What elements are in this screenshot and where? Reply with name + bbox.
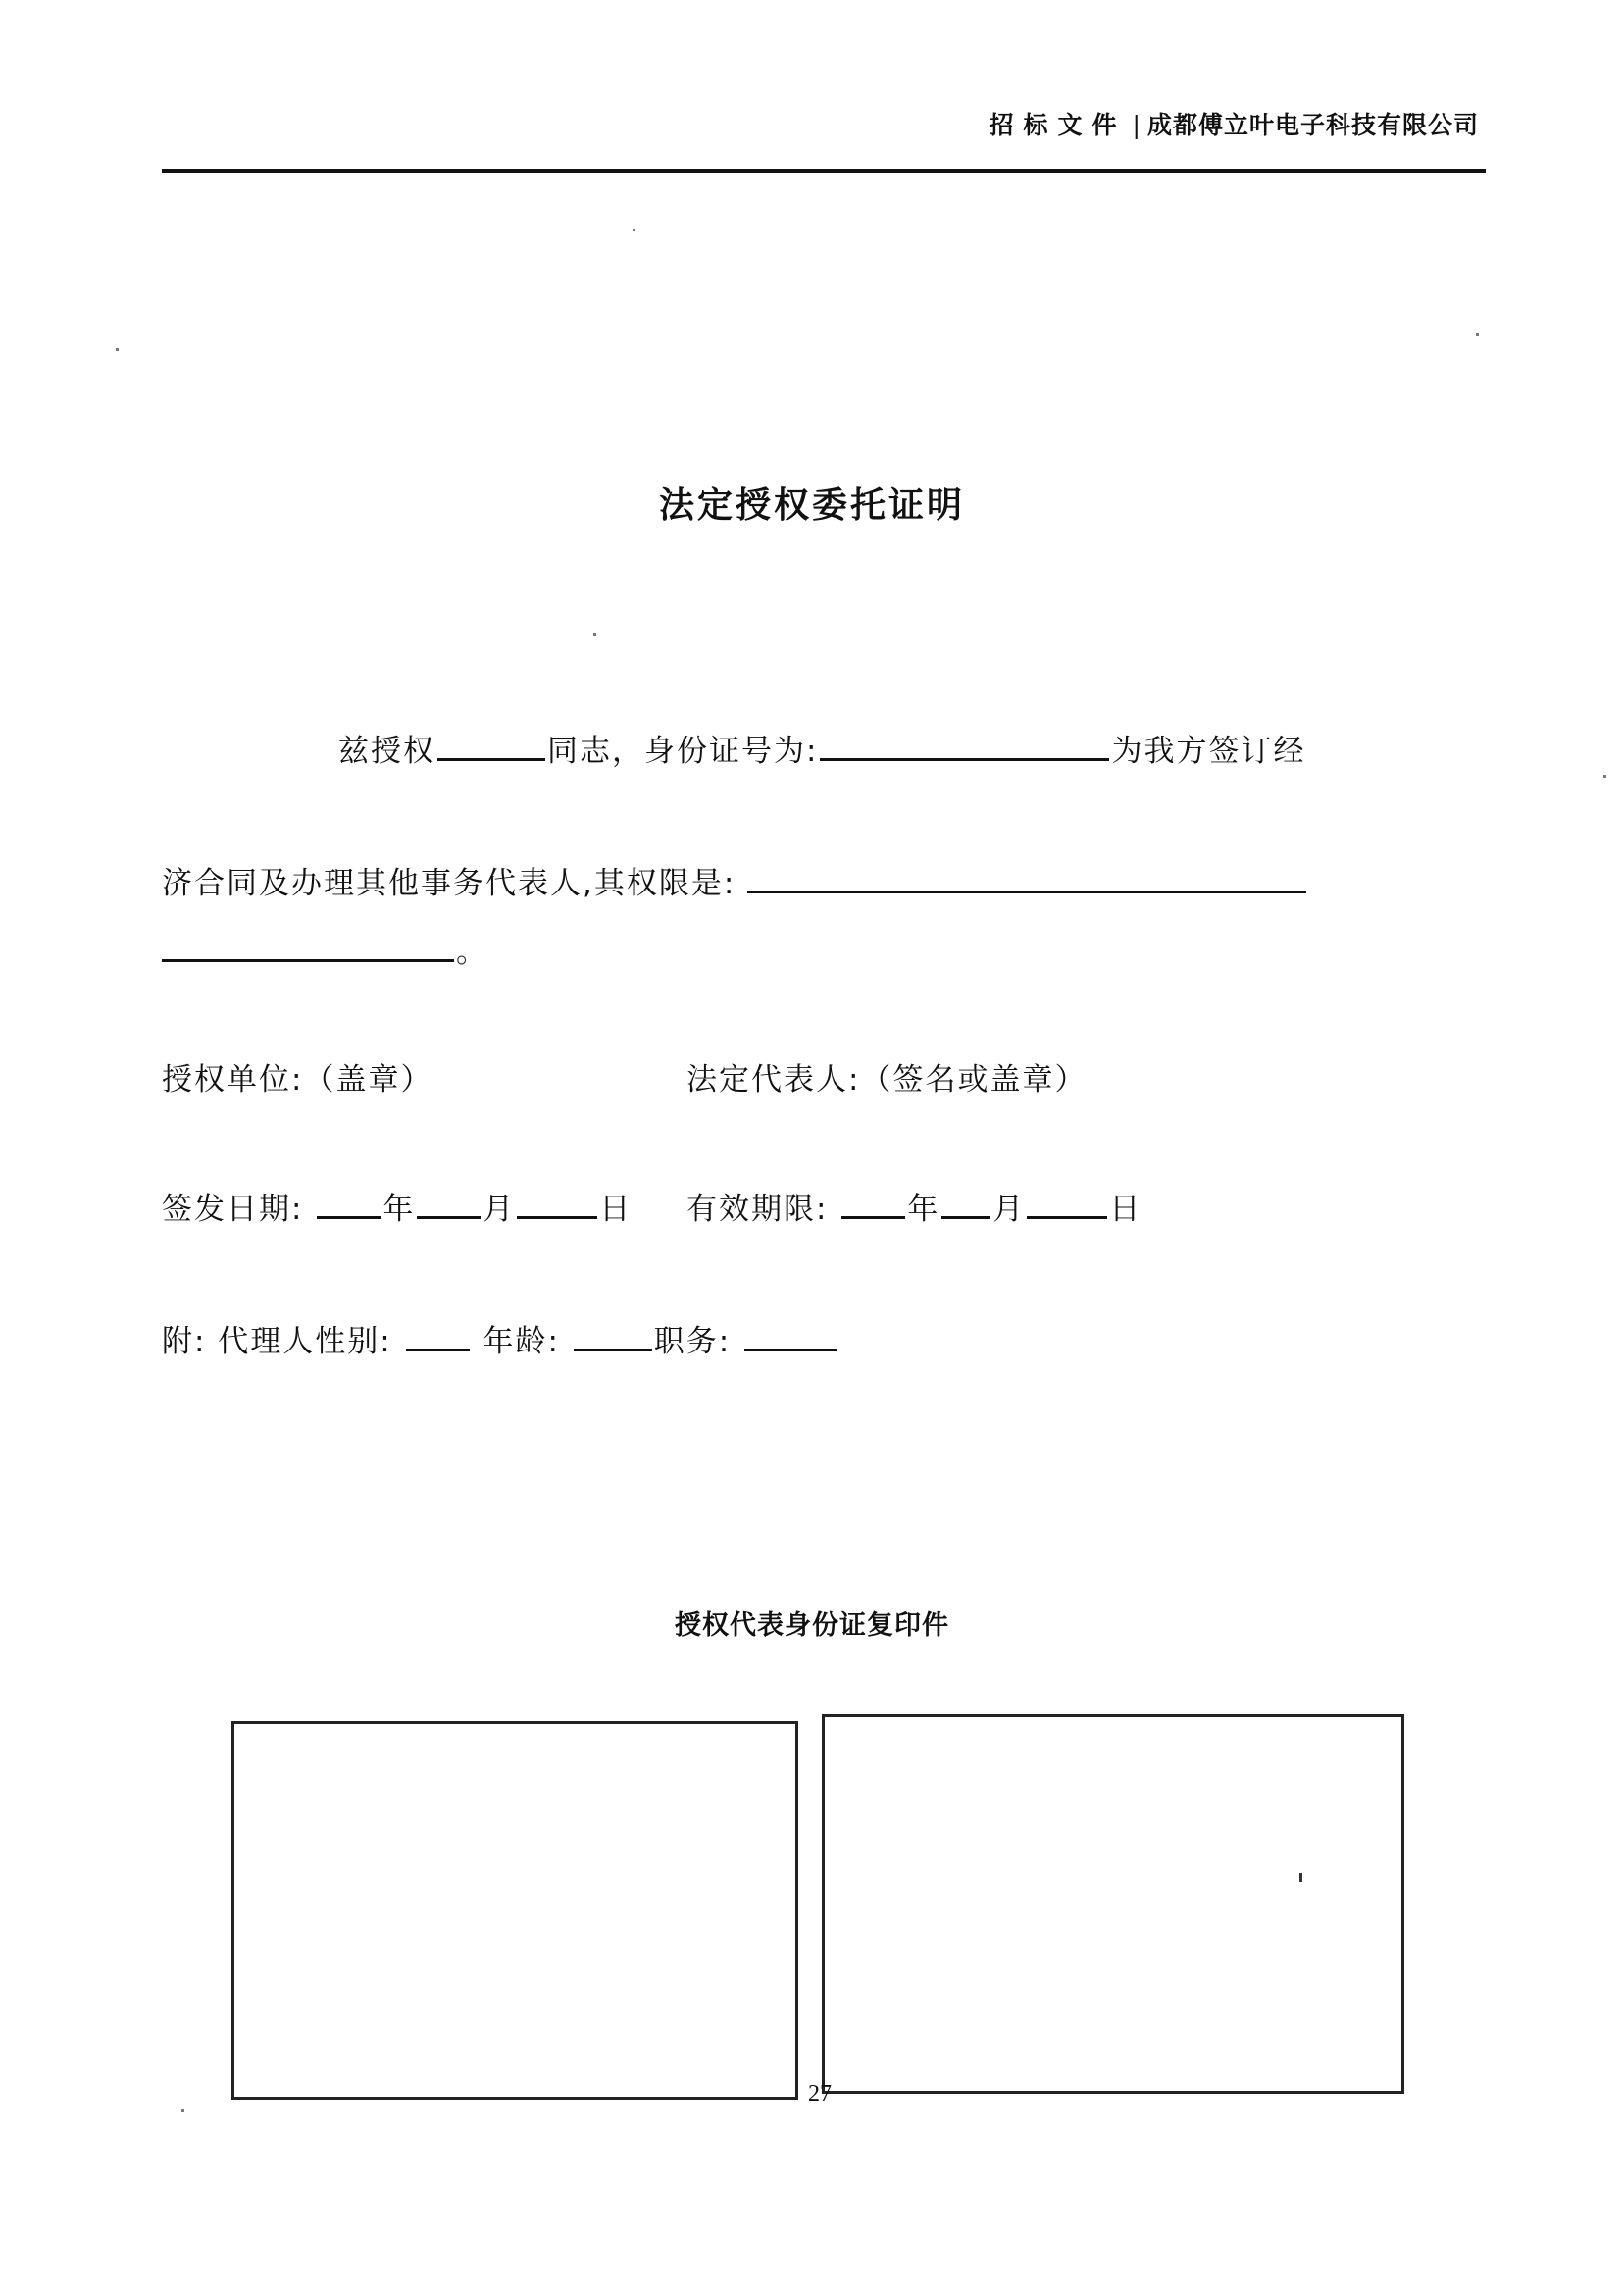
header-doc-type: 招标文件 (989, 111, 1127, 139)
auth-suffix: 为我方签订经 (1111, 734, 1306, 769)
page-number: 27 (808, 2081, 832, 2107)
agent-age-field[interactable] (574, 1321, 652, 1351)
header-company: 成都傅立叶电子科技有限公司 (1146, 111, 1479, 139)
issue-date-row (162, 1184, 632, 1228)
valid-year-field[interactable] (841, 1189, 905, 1219)
scan-speck (593, 633, 596, 636)
issue-date-label: 签发日期: (162, 1192, 304, 1227)
valid-period-row (686, 1184, 1142, 1228)
legal-rep-label: 法定代表人:（签名或盖章） (686, 1062, 1088, 1097)
issue-day-field[interactable] (517, 1189, 597, 1219)
auth-prefix: 兹授权 (338, 734, 435, 769)
authorization-line-3 (162, 927, 488, 971)
header-separator: | (1132, 111, 1142, 139)
valid-day-field[interactable] (1027, 1189, 1107, 1219)
valid-month-field[interactable] (941, 1189, 990, 1219)
agent-gender-label: 附: 代理人性别: (162, 1324, 392, 1359)
auth-mid: 同志，身份证号为: (547, 734, 819, 769)
year-label: 年 (907, 1192, 940, 1227)
scan-speck (116, 348, 119, 351)
year-label: 年 (382, 1192, 416, 1227)
agent-age-label: 年龄: (482, 1324, 560, 1359)
agent-position-field[interactable] (744, 1321, 837, 1351)
running-header (990, 106, 1479, 141)
scan-speck (1299, 1873, 1302, 1882)
issue-month-field[interactable] (417, 1189, 481, 1219)
authorization-line-2 (162, 858, 1308, 902)
scan-speck (633, 229, 635, 231)
day-label: 日 (1109, 1192, 1142, 1227)
agent-name-field[interactable] (437, 731, 545, 761)
id-copy-box-back (822, 1714, 1404, 2094)
scope-label: 济合同及办理其他事务代表人,其权限是: (162, 866, 736, 901)
agent-gender-field[interactable] (406, 1321, 470, 1351)
day-label: 日 (599, 1192, 633, 1227)
month-label: 月 (482, 1192, 516, 1227)
agent-info-row (162, 1316, 839, 1360)
page-title: 法定授权委托证明 (658, 485, 965, 526)
authorization-line-1 (338, 726, 1305, 770)
id-copy-box-front (231, 1721, 798, 2100)
issue-year-field[interactable] (317, 1189, 381, 1219)
scan-speck (1476, 333, 1479, 336)
agent-position-label: 职务: (653, 1324, 732, 1359)
scan-speck (181, 2109, 184, 2112)
scope-field-1[interactable] (747, 863, 1306, 893)
unit-seal-label: 授权单位:（盖章） (162, 1062, 433, 1097)
header-rule (162, 169, 1486, 173)
id-copy-title: 授权代表身份证复印件 (675, 1610, 949, 1641)
id-number-field[interactable] (820, 731, 1109, 761)
scan-speck (1603, 775, 1606, 778)
month-label: 月 (992, 1192, 1026, 1227)
scope-field-2[interactable] (162, 932, 454, 962)
valid-period-label: 有效期限: (686, 1192, 829, 1227)
line-end-period: 。 (456, 935, 488, 970)
